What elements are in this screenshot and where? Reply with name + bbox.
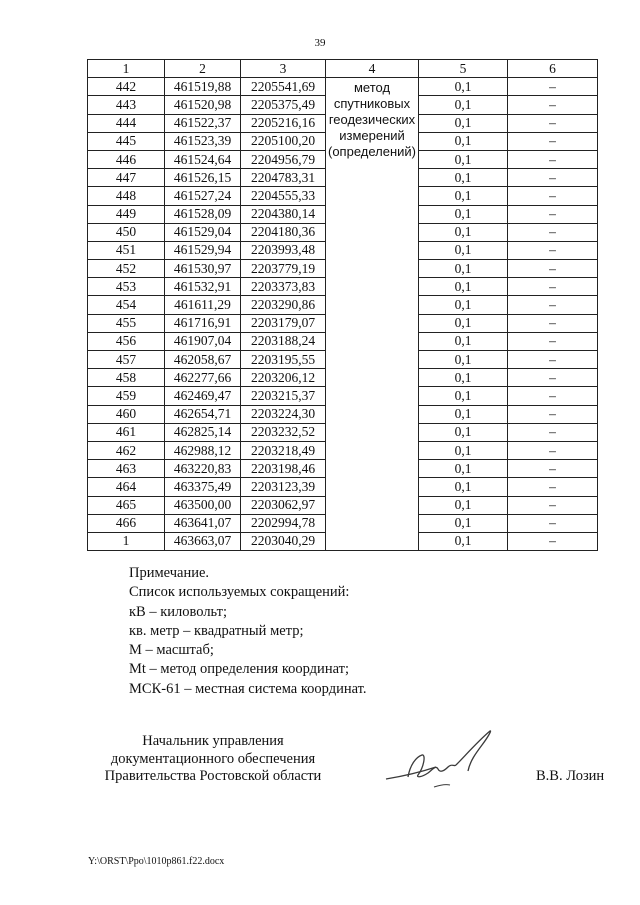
accuracy-cell: 0,1: [419, 441, 508, 459]
x-coordinate-cell: 462277,66: [165, 369, 241, 387]
column-6-cell: –: [508, 150, 598, 168]
column-6-cell: –: [508, 332, 598, 350]
method-cell: метод спутниковых геодезических измерений (определений): [326, 78, 419, 551]
x-coordinate-cell: 461529,04: [165, 223, 241, 241]
column-6-cell: –: [508, 405, 598, 423]
x-coordinate-cell: 463500,00: [165, 496, 241, 514]
point-number-cell: 447: [88, 169, 165, 187]
accuracy-cell: 0,1: [419, 278, 508, 296]
y-coordinate-cell: 2204783,31: [241, 169, 326, 187]
y-coordinate-cell: 2205100,20: [241, 132, 326, 150]
accuracy-cell: 0,1: [419, 241, 508, 259]
header-cell: 6: [508, 60, 598, 78]
accuracy-cell: 0,1: [419, 78, 508, 96]
x-coordinate-cell: 461528,09: [165, 205, 241, 223]
point-number-cell: 455: [88, 314, 165, 332]
accuracy-cell: 0,1: [419, 169, 508, 187]
x-coordinate-cell: 461530,97: [165, 260, 241, 278]
x-coordinate-cell: 461523,39: [165, 132, 241, 150]
x-coordinate-cell: 462058,67: [165, 351, 241, 369]
y-coordinate-cell: 2203062,97: [241, 496, 326, 514]
point-number-cell: 449: [88, 205, 165, 223]
column-6-cell: –: [508, 205, 598, 223]
point-number-cell: 443: [88, 96, 165, 114]
x-coordinate-cell: 463375,49: [165, 478, 241, 496]
notes-block: [129, 564, 367, 699]
column-6-cell: –: [508, 478, 598, 496]
column-6-cell: –: [508, 241, 598, 259]
notes-line: МСК-61 – местная система координат.: [129, 680, 367, 697]
accuracy-cell: 0,1: [419, 114, 508, 132]
file-path: Y:\ORST\Ppo\1010p861.f22.docx: [88, 856, 225, 867]
x-coordinate-cell: 461519,88: [165, 78, 241, 96]
column-6-cell: –: [508, 532, 598, 550]
accuracy-cell: 0,1: [419, 387, 508, 405]
column-6-cell: –: [508, 260, 598, 278]
y-coordinate-cell: 2202994,78: [241, 514, 326, 532]
accuracy-cell: 0,1: [419, 314, 508, 332]
x-coordinate-cell: 463663,07: [165, 532, 241, 550]
column-6-cell: –: [508, 387, 598, 405]
column-6-cell: –: [508, 460, 598, 478]
y-coordinate-cell: 2204380,14: [241, 205, 326, 223]
x-coordinate-cell: 461522,37: [165, 114, 241, 132]
accuracy-cell: 0,1: [419, 260, 508, 278]
point-number-cell: 460: [88, 405, 165, 423]
point-number-cell: 1: [88, 532, 165, 550]
point-number-cell: 445: [88, 132, 165, 150]
y-coordinate-cell: 2203779,19: [241, 260, 326, 278]
notes-line: кв. метр – квадратный метр;: [129, 622, 304, 639]
accuracy-cell: 0,1: [419, 369, 508, 387]
y-coordinate-cell: 2204555,33: [241, 187, 326, 205]
point-number-cell: 451: [88, 241, 165, 259]
header-cell: 5: [419, 60, 508, 78]
column-6-cell: –: [508, 278, 598, 296]
y-coordinate-cell: 2203206,12: [241, 369, 326, 387]
point-number-cell: 461: [88, 423, 165, 441]
y-coordinate-cell: 2203179,07: [241, 314, 326, 332]
y-coordinate-cell: 2203215,37: [241, 387, 326, 405]
column-6-cell: –: [508, 314, 598, 332]
header-cell: 4: [326, 60, 419, 78]
accuracy-cell: 0,1: [419, 96, 508, 114]
header-cell: 1: [88, 60, 165, 78]
point-number-cell: 450: [88, 223, 165, 241]
y-coordinate-cell: 2205375,49: [241, 96, 326, 114]
accuracy-cell: 0,1: [419, 423, 508, 441]
signer-name: В.В. Лозин: [536, 768, 605, 784]
x-coordinate-cell: 462988,12: [165, 441, 241, 459]
accuracy-cell: 0,1: [419, 460, 508, 478]
signatory-title-line: документационного обеспечения: [110, 750, 316, 767]
point-number-cell: 448: [88, 187, 165, 205]
header-cell: 3: [241, 60, 326, 78]
y-coordinate-cell: 2205541,69: [241, 78, 326, 96]
signatory-title-line: Начальник управления: [142, 733, 284, 749]
notes-line: Mt – метод определения координат;: [129, 661, 350, 678]
y-coordinate-cell: 2203290,86: [241, 296, 326, 314]
column-6-cell: –: [508, 441, 598, 459]
x-coordinate-cell: 463220,83: [165, 460, 241, 478]
y-coordinate-cell: 2203198,46: [241, 460, 326, 478]
point-number-cell: 453: [88, 278, 165, 296]
point-number-cell: 465: [88, 496, 165, 514]
page-number: 39: [314, 37, 326, 49]
x-coordinate-cell: 462469,47: [165, 387, 241, 405]
table-row: [88, 78, 598, 96]
point-number-cell: 459: [88, 387, 165, 405]
x-coordinate-cell: 463641,07: [165, 514, 241, 532]
column-6-cell: –: [508, 169, 598, 187]
column-6-cell: –: [508, 114, 598, 132]
y-coordinate-cell: 2205216,16: [241, 114, 326, 132]
y-coordinate-cell: 2204180,36: [241, 223, 326, 241]
point-number-cell: 444: [88, 114, 165, 132]
x-coordinate-cell: 461524,64: [165, 150, 241, 168]
point-number-cell: 454: [88, 296, 165, 314]
y-coordinate-cell: 2203993,48: [241, 241, 326, 259]
point-number-cell: 463: [88, 460, 165, 478]
column-6-cell: –: [508, 296, 598, 314]
x-coordinate-cell: 461527,24: [165, 187, 241, 205]
table-header-row: [88, 60, 598, 78]
y-coordinate-cell: 2203373,83: [241, 278, 326, 296]
x-coordinate-cell: 461611,29: [165, 296, 241, 314]
table-body: [88, 78, 598, 551]
point-number-cell: 452: [88, 260, 165, 278]
point-number-cell: 466: [88, 514, 165, 532]
x-coordinate-cell: 461526,15: [165, 169, 241, 187]
column-6-cell: –: [508, 423, 598, 441]
accuracy-cell: 0,1: [419, 150, 508, 168]
point-number-cell: 456: [88, 332, 165, 350]
column-6-cell: –: [508, 514, 598, 532]
accuracy-cell: 0,1: [419, 496, 508, 514]
y-coordinate-cell: 2203188,24: [241, 332, 326, 350]
column-6-cell: –: [508, 351, 598, 369]
column-6-cell: –: [508, 223, 598, 241]
column-6-cell: –: [508, 96, 598, 114]
y-coordinate-cell: 2203123,39: [241, 478, 326, 496]
accuracy-cell: 0,1: [419, 223, 508, 241]
x-coordinate-cell: 462825,14: [165, 423, 241, 441]
column-6-cell: –: [508, 369, 598, 387]
notes-line: М – масштаб;: [129, 642, 214, 659]
accuracy-cell: 0,1: [419, 205, 508, 223]
accuracy-cell: 0,1: [419, 405, 508, 423]
x-coordinate-cell: 461520,98: [165, 96, 241, 114]
accuracy-cell: 0,1: [419, 296, 508, 314]
accuracy-cell: 0,1: [419, 332, 508, 350]
notes-line: кВ – киловольт;: [129, 603, 227, 620]
point-number-cell: 458: [88, 369, 165, 387]
accuracy-cell: 0,1: [419, 187, 508, 205]
x-coordinate-cell: 461907,04: [165, 332, 241, 350]
x-coordinate-cell: 461716,91: [165, 314, 241, 332]
x-coordinate-cell: 461529,94: [165, 241, 241, 259]
column-6-cell: –: [508, 496, 598, 514]
accuracy-cell: 0,1: [419, 532, 508, 550]
y-coordinate-cell: 2204956,79: [241, 150, 326, 168]
column-6-cell: –: [508, 78, 598, 96]
point-number-cell: 464: [88, 478, 165, 496]
notes-heading: Примечание.: [129, 565, 210, 581]
y-coordinate-cell: 2203224,30: [241, 405, 326, 423]
accuracy-cell: 0,1: [419, 132, 508, 150]
y-coordinate-cell: 2203195,55: [241, 351, 326, 369]
point-number-cell: 457: [88, 351, 165, 369]
x-coordinate-cell: 462654,71: [165, 405, 241, 423]
notes-line: Список используемых сокращений:: [129, 584, 350, 601]
y-coordinate-cell: 2203040,29: [241, 532, 326, 550]
accuracy-cell: 0,1: [419, 478, 508, 496]
y-coordinate-cell: 2203232,52: [241, 423, 326, 441]
coordinates-table: [87, 59, 598, 551]
point-number-cell: 442: [88, 78, 165, 96]
signatory-title-line: Правительства Ростовской области: [104, 768, 322, 784]
y-coordinate-cell: 2203218,49: [241, 441, 326, 459]
column-6-cell: –: [508, 132, 598, 150]
x-coordinate-cell: 461532,91: [165, 278, 241, 296]
point-number-cell: 462: [88, 441, 165, 459]
signatory-title: [88, 733, 338, 786]
column-6-cell: –: [508, 187, 598, 205]
point-number-cell: 446: [88, 150, 165, 168]
header-cell: 2: [165, 60, 241, 78]
handwritten-signature: [378, 727, 498, 797]
accuracy-cell: 0,1: [419, 351, 508, 369]
accuracy-cell: 0,1: [419, 514, 508, 532]
